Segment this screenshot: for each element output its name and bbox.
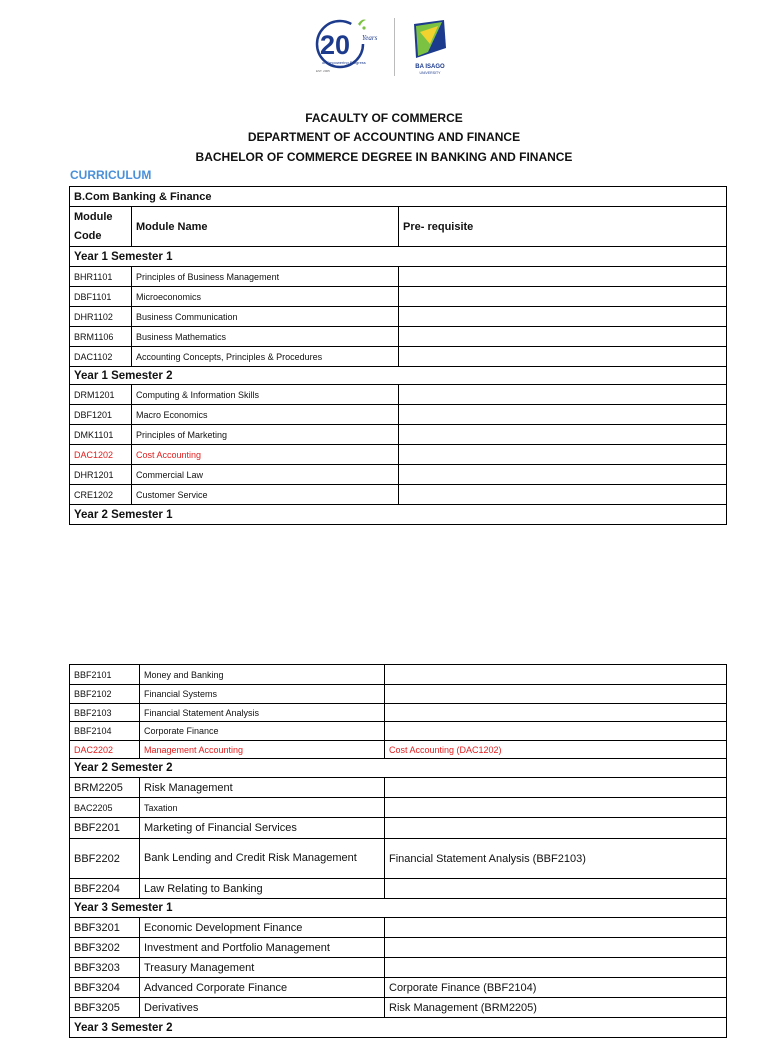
- module-name: Treasury Management: [140, 958, 385, 978]
- anniversary-emblem-icon: [310, 14, 394, 80]
- degree-heading: BACHELOR OF COMMERCE DEGREE IN BANKING AND FINANCE: [195, 150, 573, 164]
- module-code: BBF2204: [70, 879, 140, 899]
- module-code: BHR1101: [70, 267, 132, 287]
- module-prereq: [385, 879, 727, 899]
- module-prereq: [399, 347, 727, 367]
- module-name: Investment and Portfolio Management: [140, 938, 385, 958]
- module-name: Cost Accounting: [132, 445, 399, 465]
- module-code: BBF3202: [70, 938, 140, 958]
- module-name: Principles of Business Management: [132, 267, 399, 287]
- section-row: [70, 367, 727, 385]
- table-row: [70, 405, 727, 425]
- table-row: [70, 798, 727, 818]
- section-row: [70, 247, 727, 267]
- module-name: Business Communication: [132, 307, 399, 327]
- faculty-heading: FACAULTY OF COMMERCE: [305, 111, 463, 125]
- table-row: [70, 385, 727, 405]
- module-code: BBF3205: [70, 998, 140, 1018]
- module-code: BBF2104: [70, 722, 140, 741]
- module-name: Marketing of Financial Services: [140, 818, 385, 839]
- module-name: Risk Management: [140, 778, 385, 798]
- module-name: Customer Service: [132, 485, 399, 505]
- module-name: Accounting Concepts, Principles & Procedures: [132, 347, 399, 367]
- section-row: [70, 505, 727, 525]
- module-code: DMK1101: [70, 425, 132, 445]
- table-row: [70, 938, 727, 958]
- table-row: [70, 839, 727, 879]
- table-title-row: [70, 187, 727, 207]
- module-code: DBF1201: [70, 405, 132, 425]
- module-code: DHR1102: [70, 307, 132, 327]
- table-row: [70, 879, 727, 899]
- programme-title: B.Com Banking & Finance: [70, 187, 727, 207]
- section-label: Year 3 Semester 1: [70, 899, 727, 918]
- module-prereq: [399, 425, 727, 445]
- module-prereq: [399, 287, 727, 307]
- module-prereq: [385, 958, 727, 978]
- module-name: Bank Lending and Credit Risk Management: [140, 839, 385, 879]
- module-name: Financial Systems: [140, 685, 385, 704]
- column-header-name: Module Name: [132, 207, 399, 247]
- section-row: [70, 1018, 727, 1038]
- module-code: CRE1202: [70, 485, 132, 505]
- table-row: [70, 347, 727, 367]
- table-row-highlighted: [70, 445, 727, 465]
- table-row: [70, 704, 727, 722]
- section-label: Year 2 Semester 1: [70, 505, 727, 525]
- module-prereq: [399, 327, 727, 347]
- module-code: DBF1101: [70, 287, 132, 307]
- module-code: DAC1102: [70, 347, 132, 367]
- module-prereq: Risk Management (BRM2205): [385, 998, 727, 1018]
- module-code: BBF3203: [70, 958, 140, 978]
- table-row: [70, 978, 727, 998]
- section-row: [70, 759, 727, 778]
- module-code: BBF2201: [70, 818, 140, 839]
- module-prereq: [385, 918, 727, 938]
- module-name: Derivatives: [140, 998, 385, 1018]
- module-name: Taxation: [140, 798, 385, 818]
- module-name: Money and Banking: [140, 665, 385, 685]
- module-code: DHR1201: [70, 465, 132, 485]
- module-prereq: [399, 267, 727, 287]
- module-prereq: Financial Statement Analysis (BBF2103): [385, 839, 727, 879]
- module-code: BRM2205: [70, 778, 140, 798]
- module-prereq: [399, 465, 727, 485]
- table-row: [70, 465, 727, 485]
- module-prereq: [399, 385, 727, 405]
- module-name: Financial Statement Analysis: [140, 704, 385, 722]
- curriculum-table-page2: [69, 664, 727, 1038]
- module-prereq: [399, 445, 727, 465]
- section-label: Year 1 Semester 1: [70, 247, 727, 267]
- module-prereq: [385, 798, 727, 818]
- table-row: [70, 665, 727, 685]
- module-prereq: [385, 818, 727, 839]
- module-prereq: [399, 405, 727, 425]
- module-prereq: [385, 704, 727, 722]
- module-name: Management Accounting: [140, 741, 385, 759]
- table-row: [70, 998, 727, 1018]
- module-name: Law Relating to Banking: [140, 879, 385, 899]
- module-prereq: [385, 938, 727, 958]
- module-code: BBF2202: [70, 839, 140, 879]
- module-code: BBF3204: [70, 978, 140, 998]
- module-name: Microeconomics: [132, 287, 399, 307]
- logo-divider: [394, 18, 395, 76]
- table-row: [70, 327, 727, 347]
- column-header-prereq: Pre- requisite: [399, 207, 727, 247]
- table-row: [70, 485, 727, 505]
- anniversary-number: 20: [320, 30, 351, 60]
- module-name: Computing & Information Skills: [132, 385, 399, 405]
- section-row: [70, 899, 727, 918]
- module-name: Principles of Marketing: [132, 425, 399, 445]
- module-prereq: Corporate Finance (BBF2104): [385, 978, 727, 998]
- table-header-row: [70, 207, 727, 247]
- table-row: [70, 307, 727, 327]
- table-row: [70, 918, 727, 938]
- table-row: [70, 722, 727, 741]
- table-row: [70, 685, 727, 704]
- established-text: EST. 2005: [316, 69, 330, 73]
- module-code: BRM1106: [70, 327, 132, 347]
- university-name: BA ISAGO: [415, 64, 445, 70]
- module-code: DAC1202: [70, 445, 132, 465]
- module-prereq: [385, 778, 727, 798]
- module-name: Commercial Law: [132, 465, 399, 485]
- section-label: Year 1 Semester 2: [70, 367, 727, 385]
- department-heading: DEPARTMENT OF ACCOUNTING AND FINANCE: [247, 130, 521, 144]
- table-row-highlighted: [70, 741, 727, 759]
- section-label: Year 3 Semester 2: [70, 1018, 727, 1038]
- module-prereq: [385, 685, 727, 704]
- module-prereq: [399, 485, 727, 505]
- table-row: [70, 287, 727, 307]
- anniversary-word: Years: [362, 34, 378, 42]
- university-sub: UNIVERSITY: [419, 71, 441, 75]
- section-label: Year 2 Semester 2: [70, 759, 727, 778]
- module-prereq: Cost Accounting (DAC1202): [385, 741, 727, 759]
- module-code: DRM1201: [70, 385, 132, 405]
- curriculum-table-page1: [69, 186, 727, 525]
- ba-isago-shield-icon: [408, 18, 452, 64]
- module-code: DAC2202: [70, 741, 140, 759]
- table-row: [70, 958, 727, 978]
- module-name: Economic Development Finance: [140, 918, 385, 938]
- module-name: Macro Economics: [132, 405, 399, 425]
- module-code: BBF2102: [70, 685, 140, 704]
- module-code: BAC2205: [70, 798, 140, 818]
- university-logo: [310, 14, 470, 80]
- table-row: [70, 778, 727, 798]
- module-name: Business Mathematics: [132, 327, 399, 347]
- module-prereq: [399, 307, 727, 327]
- module-code: BBF2101: [70, 665, 140, 685]
- table-row: [70, 267, 727, 287]
- curriculum-label: CURRICULUM: [70, 168, 152, 182]
- module-prereq: [385, 665, 727, 685]
- module-prereq: [385, 722, 727, 741]
- module-code: BBF2103: [70, 704, 140, 722]
- table-row: [70, 425, 727, 445]
- table-row: [70, 818, 727, 839]
- module-code: BBF3201: [70, 918, 140, 938]
- module-name: Corporate Finance: [140, 722, 385, 741]
- anniversary-tagline: of Empowering Progress: [322, 60, 366, 65]
- module-name: Advanced Corporate Finance: [140, 978, 385, 998]
- column-header-code: Module Code: [70, 207, 132, 247]
